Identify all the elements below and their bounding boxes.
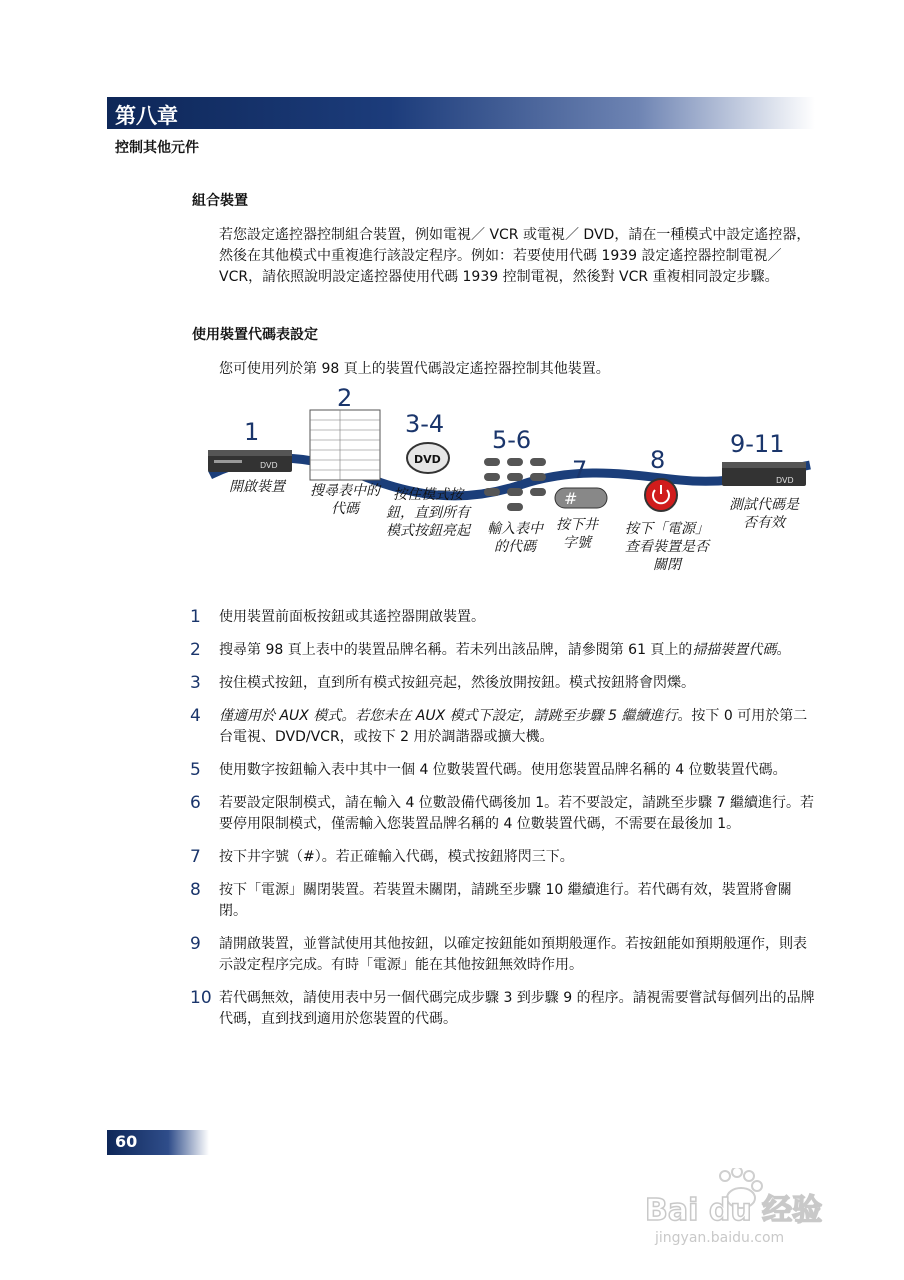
chapter-subtitle: 控制其他元件 bbox=[115, 140, 199, 156]
code-table-icon bbox=[310, 410, 380, 480]
diagram-step-9-11: 9-11 bbox=[730, 430, 785, 458]
diagram-step-7: 7 bbox=[572, 456, 588, 484]
caption-step-9-11: 測試代碼是否有效 bbox=[729, 497, 799, 531]
svg-text:DVD: DVD bbox=[776, 476, 794, 485]
diagram-step-1: 1 bbox=[244, 418, 260, 446]
dvd-player-icon bbox=[208, 450, 292, 472]
section-heading-code-table: 使用裝置代碼表設定 bbox=[192, 327, 318, 343]
caption-step-3-4: 按住模式按鈕，直到所有模式按鈕亮起 bbox=[386, 487, 470, 539]
list-item: 1 使用裝置前面板按鈕或其遙控器開啟裝置。 bbox=[190, 607, 485, 627]
dvd-mode-button-icon bbox=[407, 443, 449, 473]
list-item: 3 按住模式按鈕，直到所有模式按鈕亮起，然後放開按鈕。模式按鈕將會閃爍。 bbox=[190, 673, 695, 693]
hash-button-icon bbox=[555, 488, 607, 508]
diagram-step-5-6: 5-6 bbox=[492, 426, 532, 454]
list-item: 4 僅適用於 AUX 模式。若您未在 AUX 模式下設定，請跳至步驟 5 繼續進行。按下 0 可用於第二台電視、DVD/VCR，或按下 2 用於調諧器或擴大機。 bbox=[190, 706, 808, 745]
page-number: 60 bbox=[115, 1132, 138, 1151]
section-body-code-table: 您可使用列於第 98 頁上的裝置代碼設定遙控器控制其他裝置。 bbox=[219, 361, 610, 377]
list-item: 6 若要設定限制模式，請在輸入 4 位數設備代碼後加 1。若不要設定，請跳至步驟 7 繼續進行。若要停用限制模式，僅需輸入您裝置品牌名稱的 4 位數裝置代碼，不需要在最後加 1。 bbox=[190, 793, 814, 832]
diagram-step-2: 2 bbox=[337, 384, 353, 412]
chapter-header-bar bbox=[107, 97, 815, 129]
watermark-brand: Bai du 经验 bbox=[645, 1193, 823, 1228]
dvd-player-icon bbox=[722, 462, 806, 486]
setup-diagram bbox=[200, 380, 820, 580]
list-item: 8 按下「電源」關閉裝置。若裝置未關閉，請跳至步驟 10 繼續進行。若代碼有效，裝置將會關閉。 bbox=[190, 880, 792, 919]
section-heading-combo: 組合裝置 bbox=[192, 193, 248, 209]
caption-step-8: 按下「電源」查看裝置是否關閉 bbox=[625, 521, 709, 573]
watermark-url: jingyan.baidu.com bbox=[655, 1230, 785, 1246]
power-button-icon bbox=[645, 479, 677, 511]
caption-step-2: 搜尋表中的代碼 bbox=[310, 483, 380, 517]
caption-step-7: 按下井字號 bbox=[556, 517, 598, 551]
caption-step-1: 開啟裝置 bbox=[229, 479, 285, 495]
caption-step-5-6: 輸入表中的代碼 bbox=[487, 521, 543, 555]
svg-text:DVD: DVD bbox=[414, 453, 441, 466]
section-body-combo: 若您設定遙控器控制組合裝置，例如電視／ VCR 或電視／ DVD，請在一種模式中設定遙控器，然後在其他模式中重複進行該設定程序。例如：若要使用代碼 1939 設定遙控器控制電視／ VCR，請依照說明設定遙控器使用代碼 1939 控制電視，然後對 VCR 重複相同設定步驟。 bbox=[219, 227, 811, 285]
diagram-step-8: 8 bbox=[650, 446, 666, 474]
svg-text:#: # bbox=[564, 489, 578, 508]
baidu-paw-icon bbox=[645, 1168, 855, 1248]
list-item: 9 請開啟裝置，並嘗試使用其他按鈕，以確定按鈕能如預期般運作。若按鈕能如預期般運作，則表示設定程序完成。有時「電源」能在其他按鈕無效時作用。 bbox=[190, 934, 807, 973]
list-item: 2 搜尋第 98 頁上表中的裝置品牌名稱。若未列出該品牌，請參閱第 61 頁上的掃描裝置代碼。 bbox=[190, 640, 791, 660]
list-item: 10 若代碼無效，請使用表中另一個代碼完成步驟 3 到步驟 9 的程序。請視需要嘗試每個列出的品牌代碼，直到找到適用於您裝置的代碼。 bbox=[190, 988, 815, 1027]
diagram-step-3-4: 3-4 bbox=[405, 410, 445, 438]
watermark bbox=[645, 1168, 855, 1248]
list-item: 5 使用數字按鈕輸入表中其中一個 4 位數裝置代碼。使用您裝置品牌名稱的 4 位數裝置代碼。 bbox=[190, 760, 787, 780]
step-list bbox=[190, 607, 820, 1042]
svg-text:DVD: DVD bbox=[260, 461, 278, 470]
chapter-title: 第八章 bbox=[115, 104, 178, 128]
list-item: 7 按下井字號（#）。若正確輸入代碼，模式按鈕將閃三下。 bbox=[190, 847, 574, 867]
